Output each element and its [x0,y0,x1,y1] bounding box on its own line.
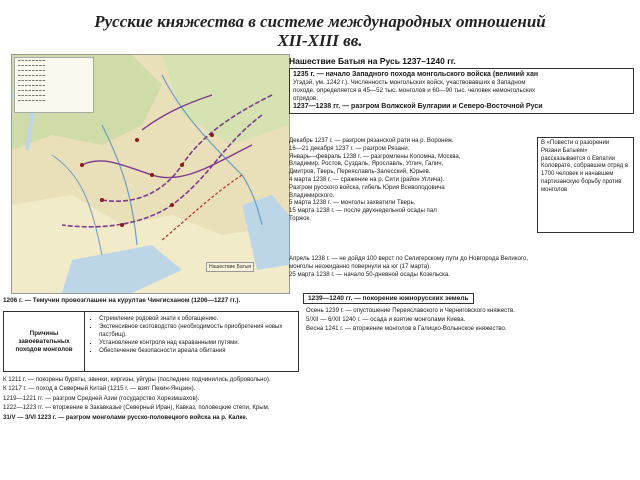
page-title-line2: XII-XIII вв. [277,31,363,50]
page-title-line1: Русские княжества в системе международных отношений [94,12,546,31]
conquest-line: К 1211 г. — покорены буряты, эвенки, киргизы, уйгуры (последние подчинились добровольно). [3,376,271,383]
event-line: 5 марта 1238 г. — монголы захватили Тверь. [289,199,416,207]
map-caption: Нашествие Батыя [206,262,254,272]
western-line-2: Угэдэй, ум. 1242 г.). Численность монгольских войск, участвовавших в Западном [293,79,526,86]
mongol-conquests-list [3,375,313,422]
south-lands-heading: 1239—1240 гг. — покорение южнорусских земель [303,293,474,304]
event-line: 25 марта 1238 г. — начало 50-дневной осады Козельска. [289,271,451,278]
event-line: Весна 1241 г. — вторжение монголов в Галицко-Волынское княжество. [306,324,507,332]
reason-item: ▪ Обеспечение безопасности ареала обитания [99,347,294,355]
event-line: Торжок. [289,214,311,222]
event-line: Декабрь 1237 г. — разгром рязанской рати на р. Воронеж. [289,137,454,144]
map-legend: ━ ━ ━ ━ ━ ━ ━ ━ ━ ━ ━ ━ ━ ━ ━ ━ ━ ━ ━ ━ ━ ━ ━ ━ ━ ━ ━ ━ ━ ━ ━ ━ ━ ━ ━ ━ ━ ━ ━ ━ ━ ━ ━ ━ ━ ━ ━ ━ ━ ━ ━ ━ ━ ━ ━ ━ ━ ━ ━ ━ ━ ━ ━ ━ ━ ━ ━ ━ ━ ━ ━ ━ [14,57,94,113]
reasons-list [85,312,298,371]
reason-item: ▪ Стремление родовой знати к обогащению. [99,315,294,323]
reason-item: ▪ Экстенсивное скотоводство (необходимость приобретения новых пастбищ). [99,323,294,339]
event-line: Владимир, Ростов, Суздаль, Ярославль, Углич, Галич, [289,160,444,168]
western-line-5: 1237—1238 гг. — разгром Волжской Булгарии и Северо-Восточной Руси [293,103,543,110]
reasons-label: Причины завоевательных походов монголов [4,312,85,371]
event-line: монголы неожиданно повернули на юг (17 марта). [289,263,431,270]
event-line: Январь—февраль 1238 г. — разгромлены Коломна, Москва, [289,152,461,160]
event-line: Осень 1239 г. — опустошение Переяславского и Черниговского княжеств. [306,307,515,314]
conquest-line: 1222—1223 гг. — вторжение в Закавказье (Северный Иран), Кавказ, половецкие степи, Крым. [3,404,270,412]
conquest-line: К 1217 г. — поход в Северный Китай (1215 г. — взят Пекин-Янцзин). [3,385,196,393]
invasion-title: Нашествие Батыя на Русь 1237–1240 гг. [289,56,456,66]
event-line: 5/XII — 6/XII 1240 г. — осада и взятие монголами Киева. [306,315,466,323]
western-line-3: походе, определяется в 45—52 тыс. монголов и 60—90 тыс. человек немонгольских [293,87,536,94]
events-1237-1238 [289,137,534,223]
western-line-4: отрядов. [293,95,318,102]
event-line: 4 марта 1238 г. — сражение на р. Сити (район Углича). [289,175,445,183]
reasons-table [3,311,299,372]
kolovrat-note: В «Повести о разорении Рязани Батыем» рассказывается о Евпатии Коловрате, собравшем отряд в 1700 человек и начавшем партизанскую борьбу против монголов [537,137,634,233]
conquest-line: 31/V — 3/VI 1223 г. — разгром монголами русско-половецкого войска на р. Калке. [3,413,248,421]
reason-item: ▪ Установление контроля над караванными путями. [99,339,294,347]
south-lands-events [306,307,634,333]
event-line: Разгром русского войска, гибель Юрия Всеволодовича [289,183,445,191]
temujin-line: 1206 г. — Темучин провозглашен на курултае Чингисханом (1206—1227 гг.). [3,297,241,304]
events-spring-1238 [289,255,634,279]
western-line-1: 1235 г. — начало Западного похода монгольского войска (великий хан [293,71,539,78]
event-line: Владимирского. [289,191,335,199]
event-line: Дмитров, Тверь, Переяславль-Залесский, Юрьев. [289,168,431,176]
event-line: Апрель 1238 г. — не дойдя 100 верст по Селигерскому пути до Новгорода Великого, [289,255,529,262]
event-line: 16—21 декабря 1237 г. — разгром Рязани. [289,144,410,152]
western-campaign-box [289,68,634,114]
conquest-line: 1219—1221 гг. — разгром Средней Азии (государство Хорезмшахов). [3,394,200,402]
event-line: 15 марта 1238 г. — после двухнедельной осады пал [289,207,437,215]
